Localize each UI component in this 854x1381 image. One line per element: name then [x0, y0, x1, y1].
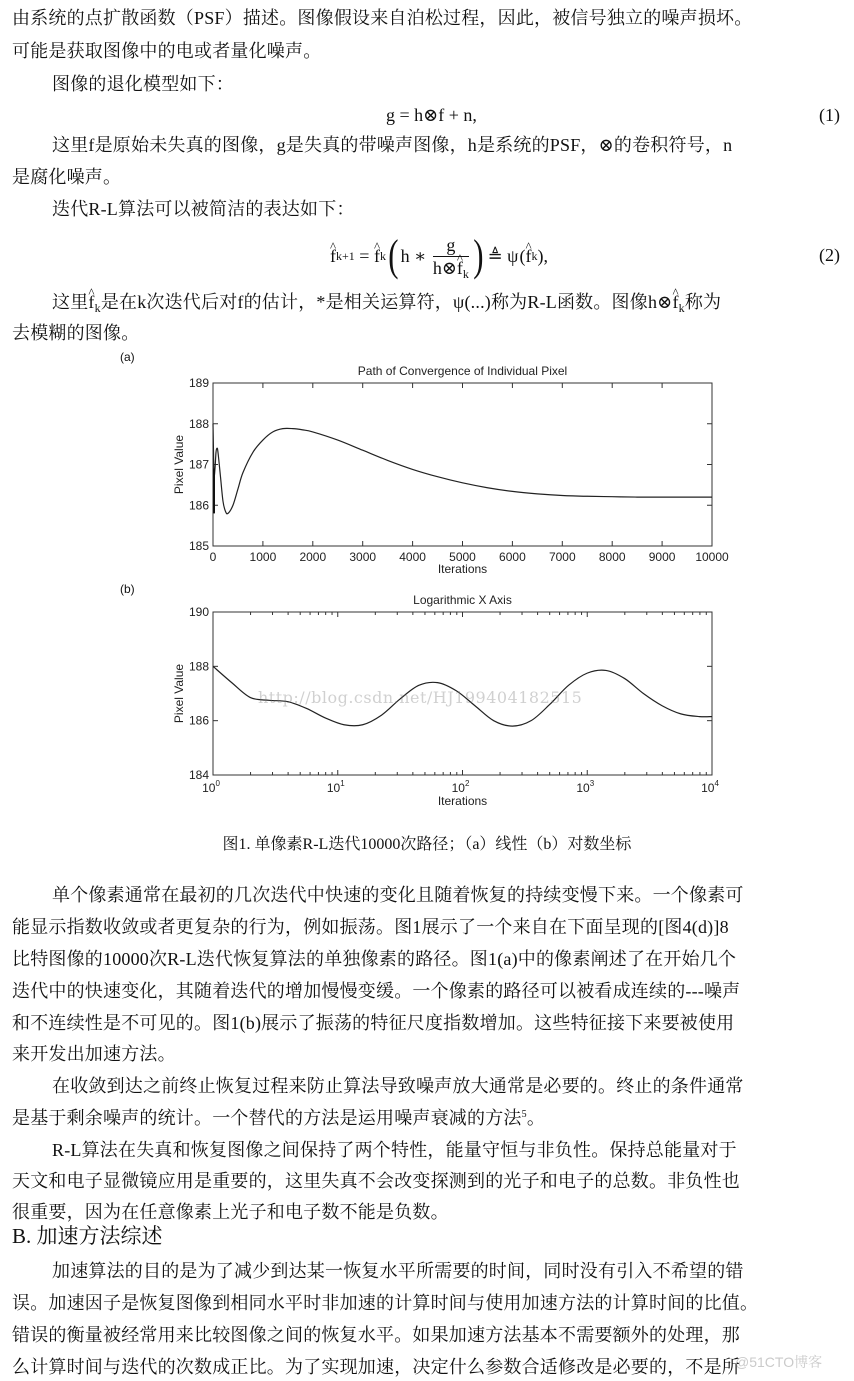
equation-2: ^ f k+1 = ^ f k ( h ∗ $\frac{g}{h\otimes\^{} f_k}$ ) ≜ ψ ( ^ f k ) ,	[330, 226, 548, 286]
chart-linear	[150, 355, 770, 585]
figure-caption: 图1. 单像素R-L迭代10000次路径；（a）线性（b）对数坐标	[222, 836, 632, 853]
svg-text:Iterations: Iterations	[437, 794, 488, 808]
text: 是基于剩余噪声的统计。一个替代的方法是运用噪声衰减的方法	[12, 1108, 522, 1128]
paragraph-line: 加速算法的目的是为了减少到达某一恢复水平所需要的时间，同时没有引入不希望的错	[52, 1261, 744, 1281]
paragraph-line: R-L算法在失真和恢复图像之间保持了两个特性，能量守恒与非负性。保持总能量对于	[52, 1140, 737, 1160]
paragraph-line: 迭代中的快速变化，其随着迭代的增加慢慢变缓。一个像素的路径可以被看成连续的---噪声	[12, 981, 741, 1001]
equation-1-number: (1)	[819, 105, 840, 125]
svg-text:189: 189	[188, 376, 209, 390]
svg-text:4000: 4000	[399, 550, 426, 564]
text: 这里	[52, 292, 89, 312]
right-paren: )	[473, 231, 484, 280]
paragraph-line: 去模糊的图像。	[12, 323, 140, 343]
equals: =	[354, 246, 374, 266]
paragraph-line: 和不连续性是不可见的。图1(b)展示了振荡的特征尺度指数增加。这些特征接下来要被使用	[12, 1013, 735, 1033]
subscript: k	[678, 301, 685, 315]
text: 。	[526, 1108, 546, 1128]
f-hat: ^ f	[672, 289, 678, 315]
paragraph-line: 比特图像的10000次R-L迭代恢复算法的单独像素的路径。图1(a)中的像素阐述了在开始几个	[12, 949, 737, 969]
text: 是在k次迭代后对f的估计，*是相关运算符，ψ(...)称为R-L函数。图像h⊗	[100, 292, 673, 312]
paragraph-line: 么计算时间与迭代的次数成正比。为了实现加速，决定什么参数合适修改是必要的，不是所	[12, 1357, 740, 1377]
subscript: k	[462, 266, 469, 281]
svg-text:186: 186	[188, 713, 209, 728]
svg-text:6000: 6000	[499, 550, 526, 564]
footnote-ref: 5	[521, 1109, 527, 1120]
left-paren: (	[388, 231, 399, 280]
comma: ,	[543, 246, 548, 266]
svg-text:103: $10^3$	[576, 779, 595, 795]
svg-text:Logarithmic X Axis: Logarithmic X Axis	[413, 593, 512, 607]
svg-text:Path of Convergence of Individ: Path of Convergence of Individual Pixel	[357, 364, 568, 378]
paragraph-line: 误。加速因子是恢复图像到相同水平时非加速的计算时间与使用加速方法的计算时间的比值。	[12, 1293, 759, 1313]
panel-b-label: (b)	[120, 582, 135, 596]
paragraph-line: 迭代R-L算法可以被简洁的表达如下：	[52, 199, 355, 219]
svg-text:2000: 2000	[299, 550, 327, 564]
panel-a-label: (a)	[120, 350, 135, 364]
paragraph-line: 由系统的点扩散函数（PSF）描述。图像假设来自泊松过程，因此，被信号独立的噪声损坏。	[12, 8, 753, 28]
f-hat: ^ f	[457, 257, 463, 279]
h-star: h ∗	[400, 246, 431, 266]
svg-text:0: 0	[209, 550, 217, 564]
paragraph-line: 天文和电子显微镜应用是重要的，这里失真不会改变探测到的光子和电子的总数。非负性也	[12, 1171, 740, 1191]
svg-text:186: 186	[188, 498, 209, 513]
svg-text:1000: 1000	[249, 550, 277, 564]
paragraph-line	[52, 289, 721, 315]
svg-text:188: 188	[188, 659, 209, 674]
corner-watermark: @51CTO博客	[735, 1354, 823, 1370]
paragraph-line: 这里f是原始未失真的图像，g是失真的带噪声图像，h是系统的PSF，⊗的卷积符号，n	[52, 135, 733, 155]
svg-text:Pixel Value: Pixel Value	[172, 434, 186, 495]
paragraph-line: 很重要，因为在任意像素上光子和电子数不能是负数。	[12, 1202, 449, 1222]
paragraph-line: 来开发出加速方法。	[12, 1044, 176, 1064]
paragraph-line: 是腐化噪声。	[12, 167, 122, 187]
svg-text:5000: 5000	[449, 550, 476, 564]
svg-text:3000: 3000	[349, 550, 377, 564]
numerator: g	[433, 234, 469, 257]
f-hat: ^ f	[525, 243, 531, 269]
f-hat: ^ f	[374, 243, 380, 269]
paragraph-line: 在收敛到达之前终止恢复过程来防止算法导致噪声放大通常是必要的。终止的条件通常	[52, 1076, 744, 1096]
svg-text:8000: 8000	[598, 550, 626, 564]
svg-text:7000: 7000	[548, 550, 576, 564]
paragraph-line: 单个像素通常在最初的几次迭代中快速的变化且随着恢复的持续变慢下来。一个像素可	[52, 885, 744, 905]
svg-text:190: 190	[188, 605, 209, 619]
equation-1: g = h⊗f + n,	[386, 105, 477, 125]
paragraph-line: 错误的衡量被经常用来比较图像之间的恢复水平。如果加速方法基本不需要额外的处理，那	[12, 1325, 740, 1345]
paragraph-line: 能显示指数收敛或者更复杂的行为，例如振荡。图1展示了一个来自在下面呈现的[图4(d)]8	[12, 917, 729, 937]
svg-text:104: $10^4$	[701, 779, 719, 795]
svg-text:102: $10^2$	[451, 779, 470, 795]
text: 称为	[684, 292, 722, 312]
svg-text:187: 187	[188, 457, 209, 472]
fraction	[433, 234, 469, 279]
watermark: http://blog.csdn.net/HJ199404182515	[258, 688, 583, 707]
f-hat: ^ f	[330, 243, 336, 269]
equation-2-number: (2)	[819, 245, 840, 265]
paragraph-line: 可能是获取图像中的电或者量化噪声。	[12, 41, 322, 61]
svg-text:188: 188	[188, 416, 209, 431]
svg-text:9000: 9000	[648, 550, 676, 564]
svg-text:Iterations: Iterations	[437, 562, 488, 576]
subscript: k	[94, 301, 101, 315]
paragraph-line	[12, 1105, 545, 1131]
svg-text:185: 185	[188, 539, 209, 553]
paragraph-line: 图像的退化模型如下：	[52, 74, 234, 94]
svg-text:100: $10^0$	[202, 779, 220, 795]
section-heading: B. 加速方法综述	[12, 1224, 163, 1248]
den-h: h⊗	[432, 257, 457, 278]
svg-text:101: $10^1$	[326, 779, 345, 795]
denominator	[433, 257, 469, 279]
defined-as: ≜ ψ	[487, 246, 519, 266]
svg-text:Pixel Value: Pixel Value	[172, 663, 186, 724]
svg-text:184: 184	[188, 768, 209, 782]
f-hat: ^ f	[88, 289, 94, 315]
svg-text:10000: 10000	[695, 550, 729, 564]
